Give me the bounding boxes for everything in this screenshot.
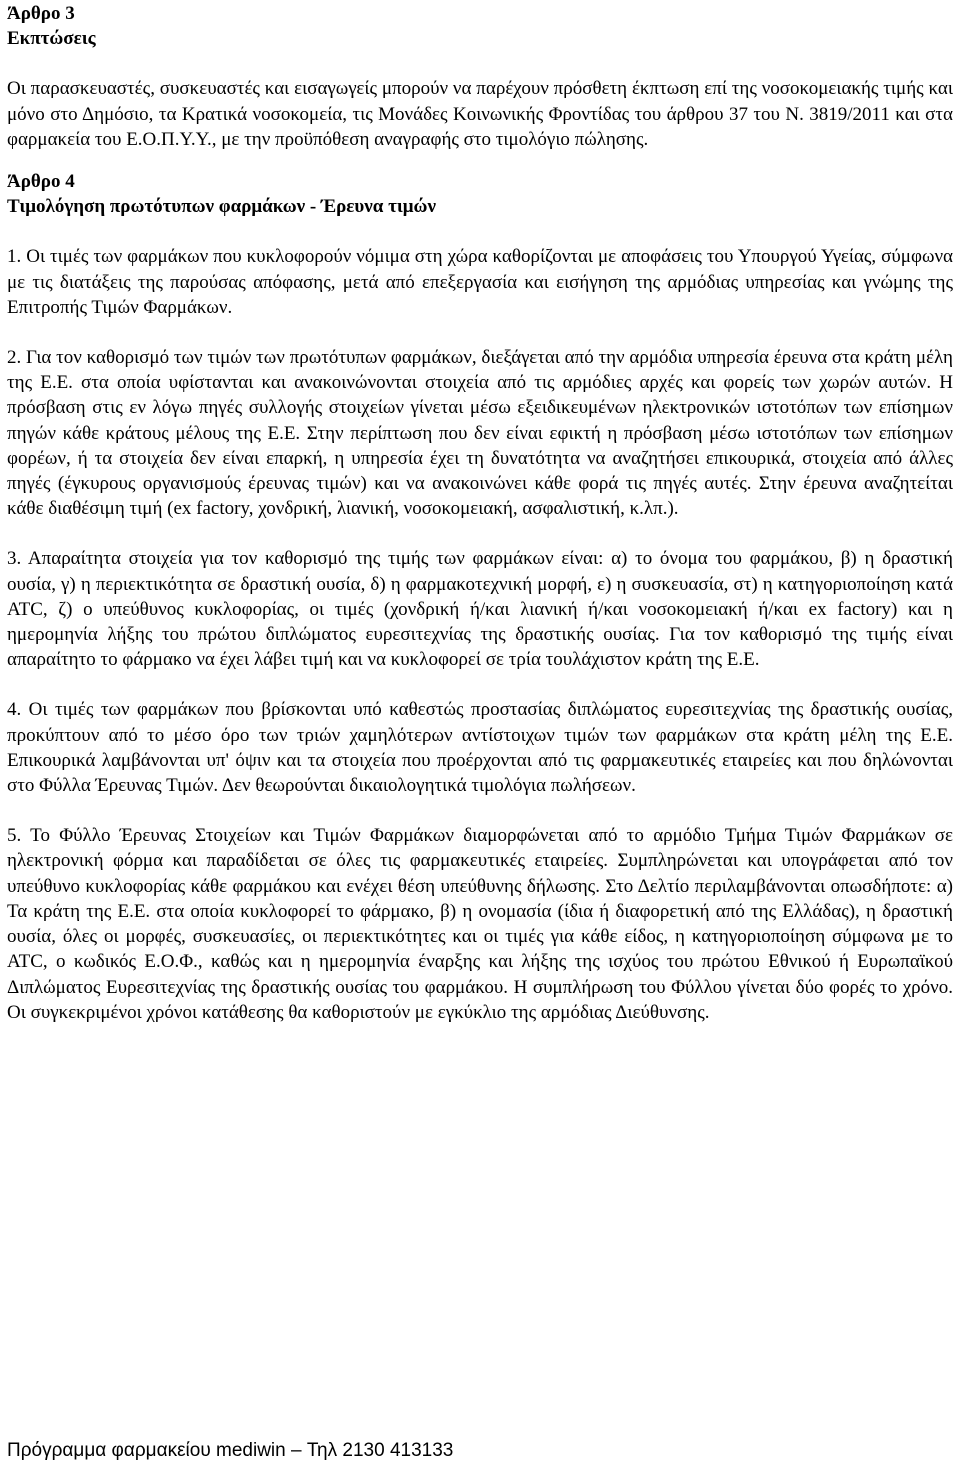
- spacer: [7, 152, 953, 169]
- article-3-paragraph: Οι παρασκευαστές, συσκευαστές και εισαγωγείς μπορούν να παρέχουν πρόσθετη έκπτωση επί της νοσοκομειακής τιμής και μόνο στο Δημόσιο, τα Κρατικά νοσοκομεία, τις Μονάδες Κοινωνικής Φροντίδας του άρθρου 37 του Ν. 3819/2011 και στα φαρμακεία του Ε.Ο.Π.Υ.Υ., με την προϋπόθεση αναγραφής στο τιμολόγιο πώλησης.: [7, 78, 953, 150]
- spacer: [7, 672, 953, 697]
- spacer: [7, 219, 953, 244]
- spacer: [7, 51, 953, 76]
- article-4-paragraph-4: 4. Οι τιμές των φαρμάκων που βρίσκονται υπό καθεστώς προστασίας διπλώματος ευρεσιτεχνίας της δραστικής ουσίας, προκύπτουν από το μέσο όρο των τριών χαμηλότερων αντίστοιχων τιμών των φαρμάκων στα κράτη μέλη της Ε.Ε. Επικουρικά λαμβάνονται υπ' όψιν και τα στοιχεία που προέρχονται από τις φαρμακευτικές εταιρείες και που δηλώνονται στο Φύλλα Έρευνας Τιμών. Δεν θεωρούνται δικαιολογητικά τιμολόγια πωλήσεων.: [7, 699, 953, 797]
- spacer: [7, 521, 953, 546]
- article-4-paragraph-1: 1. Οι τιμές των φαρμάκων που κυκλοφορούν νόμιμα στη χώρα καθορίζονται με αποφάσεις του Υπουργού Υγείας, σύμφωνα με τις διατάξεις της παρούσας απόφασης, μετά από επεξεργασία και εισήγηση της αρμόδιας υπηρεσίας και γνώμης της Επιτροπής Τιμών Φαρμάκων.: [7, 246, 953, 318]
- article-3-subtitle: Εκπτώσεις: [7, 28, 96, 50]
- spacer: [7, 798, 953, 823]
- article-3-title: Άρθρο 3: [7, 3, 75, 24]
- page-footer: Πρόγραμμα φαρμακείου mediwin – Τηλ 2130 413133: [7, 1440, 454, 1461]
- document-page: [7, 0, 953, 1025]
- article-4-paragraph-5: 5. Το Φύλλο Έρευνας Στοιχείων και Τιμών Φαρμάκων διαμορφώνεται από το αρμόδιο Τμήμα Τιμών Φαρμάκων σε ηλεκτρονική φόρμα και παραδίδεται σε όλες τις φαρμακευτικές εταιρείες. Συμπληρώνεται και υπογράφεται από τον υπεύθυνο κυκλοφορίας κάθε φαρμάκου και ενέχει θέση υπεύθυνης δήλωσης. Στο Δελτίο περιλαμβάνονται οπωσδήποτε: α) Τα κράτη της Ε.Ε. στα οποία κυκλοφορεί το φάρμακο, β) η ονομασία (ίδια ή διαφορετική από της Ελλάδας), η δραστική ουσία, όλες οι μορφές, συσκευασίες, οι περιεκτικότητες και οι τιμές για κάθε είδος, η κατηγοριοποίηση σύμφωνα με το ATC, ο κωδικός Ε.Ο.Φ., καθώς και η ημερομηνία έναρξης και λήξης της ισχύος του πρώτου Εθνικού ή Ευρωπαϊκού Διπλώματος Ευρεσιτεχνίας της δραστικής ουσίας του φαρμάκου. Η συμπλήρωση του Φύλλου γίνεται δύο φορές το χρόνο. Οι συγκεκριμένοι χρόνοι κατάθεσης θα καθοριστούν με εγκύκλιο της αρμόδιας Διεύθυνσης.: [7, 825, 953, 1023]
- article-4-paragraph-3: 3. Απαραίτητα στοιχεία για τον καθορισμό της τιμής των φαρμάκων είναι: α) το όνομα του φαρμάκου, β) η δραστική ουσία, γ) η περιεκτικότητα σε δραστική ουσία, δ) η φαρμακοτεχνική μορφή, ε) η συσκευασία, στ) η κατηγοριοποίηση κατά ATC, ζ) ο υπεύθυνος κυκλοφορίας, οι τιμές (χονδρική ή/και λιανική ή/και νοσοκομειακή ή/και ex factory) και η ημερομηνία λήξης του πρώτου διπλώματος ευρεσιτεχνίας της δραστικής ουσίας. Για τον καθορισμό της τιμής είναι απαραίτητο το φάρμακο να έχει λάβει τιμή και να κυκλοφορεί σε τρία τουλάχιστον κράτη της Ε.Ε.: [7, 548, 953, 671]
- article-4-title: Άρθρο 4: [7, 171, 75, 193]
- article-4-subtitle: Τιμολόγηση πρωτότυπων φαρμάκων - Έρευνα τιμών: [7, 196, 436, 218]
- article-4-paragraph-2: 2. Για τον καθορισμό των τιμών των πρωτότυπων φαρμάκων, διεξάγεται από την αρμόδια υπηρεσία έρευνα στα κράτη μέλη της Ε.Ε. στα οποία υφίστανται και ανακοινώνονται στοιχεία από τις αρμόδιες αρχές και φορείς των χωρών αυτών. Η πρόσβαση στις εν λόγω πηγές συλλογής στοιχείων γίνεται μέσω εξειδικευμένων ηλεκτρονικών ιστοτόπων των επίσημων πηγών κάθε κράτους μέλους της Ε.Ε. Στην περίπτωση που δεν είναι εφικτή η πρόσβαση μέσω ιστοτόπων των επίσημων φορέων, ή τα στοιχεία δεν είναι επαρκή, η υπηρεσία έχει τη δυνατότητα να αναζητήσει επικουρικά, στοιχεία από άλλες πηγές (έγκυρους οργανισμούς έρευνας τιμών) και να ανακοινώνει κάθε φορά τις πηγές αυτές. Στην έρευνα αναζητείται κάθε διαθέσιμη τιμή (ex factory, χονδρική, λιανική, νοσοκομειακή, ασφαλιστική, κ.λπ.).: [7, 347, 953, 520]
- spacer: [7, 320, 953, 345]
